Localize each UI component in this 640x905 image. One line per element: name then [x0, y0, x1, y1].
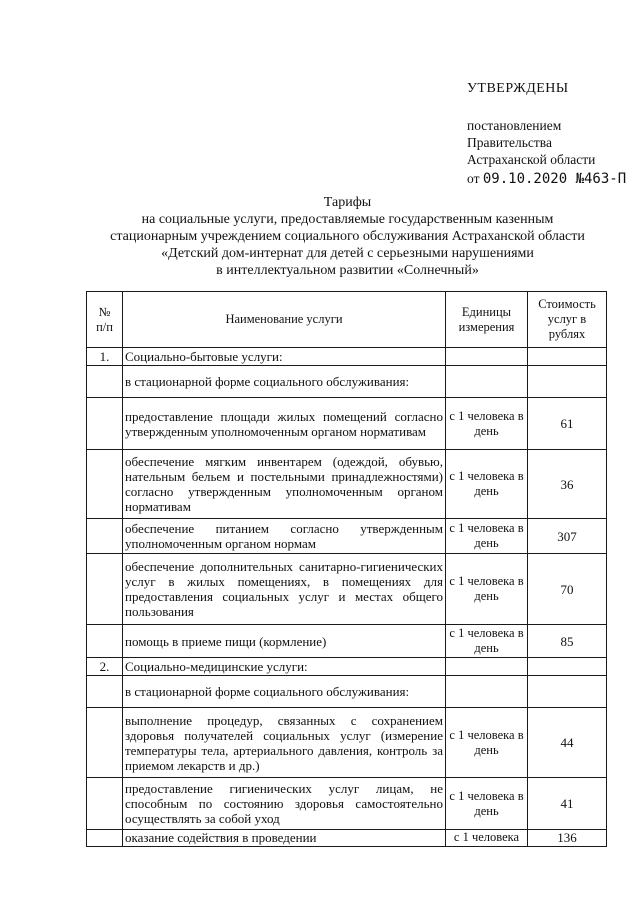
service-name: предоставление площади жилых помещений согласно утвержденным уполномоченным органом нормативам	[123, 398, 446, 450]
title-heading: Тарифы	[323, 195, 372, 210]
unit-cell: с 1 человека в день	[446, 625, 528, 658]
price-cell: 85	[528, 625, 607, 658]
price-cell	[528, 366, 607, 398]
price-cell: 41	[528, 778, 607, 830]
header-unit	[446, 292, 528, 348]
row-number	[87, 830, 123, 847]
approval-date-number: 09.10.2020 №463-П	[482, 171, 627, 187]
unit-cell: с 1 человека	[446, 830, 528, 847]
table-row	[87, 778, 607, 830]
service-name: предоставление гигиенических услуг лицам, не способным по состоянию здоровья самостоятельно осуществлять за собой уход	[123, 778, 446, 830]
table-row	[87, 625, 607, 658]
approval-line: Правительства	[467, 135, 552, 150]
row-number	[87, 676, 123, 708]
table-row	[87, 554, 607, 625]
row-number	[87, 708, 123, 778]
service-name: обеспечение питанием согласно утвержденным уполномоченным органом нормам	[123, 519, 446, 554]
header-name	[123, 292, 446, 348]
section-title: Социально-медицинские услуги:	[123, 658, 446, 676]
unit-cell: с 1 человека в день	[446, 554, 528, 625]
header-num-text: № п/п	[96, 304, 113, 334]
service-name: помощь в приеме пищи (кормление)	[123, 625, 446, 658]
row-number	[87, 519, 123, 554]
table-section-row	[87, 348, 607, 366]
header-price	[528, 292, 607, 348]
price-cell	[528, 676, 607, 708]
price-cell	[528, 348, 607, 366]
row-number: 2.	[87, 658, 123, 676]
row-number	[87, 625, 123, 658]
title-line: «Детский дом-интернат для детей с серьезными нарушениями	[161, 246, 534, 261]
table-row	[87, 676, 607, 708]
approval-stamp: УТВЕРЖДЕНЫ	[467, 81, 569, 96]
approval-date-line	[467, 170, 637, 188]
service-name: выполнение процедур, связанных с сохранением здоровья получателей социальных услуг (измерение температуры тела, артериального давления, контроль за приемом лекарств и др.)	[123, 708, 446, 778]
price-cell: 70	[528, 554, 607, 625]
approval-date-prefix: от	[467, 171, 480, 186]
table-header-row	[87, 292, 607, 348]
unit-cell	[446, 366, 528, 398]
row-number	[87, 778, 123, 830]
table-row	[87, 398, 607, 450]
header-num	[87, 292, 123, 348]
unit-cell: с 1 человека в день	[446, 778, 528, 830]
table-row	[87, 519, 607, 554]
document-title	[85, 194, 610, 279]
approval-line: Астраханской области	[467, 152, 596, 167]
unit-cell	[446, 348, 528, 366]
service-name: обеспечение дополнительных санитарно-гигиенических услуг в жилых помещениях, в помещениях для предоставления социальных услуг и местах общего пользования	[123, 554, 446, 625]
table-row	[87, 830, 607, 847]
title-line: стационарным учреждением социального обслуживания Астраханской области	[110, 229, 585, 244]
header-price-text: Стоимость услуг в рублях	[538, 297, 596, 341]
row-number	[87, 554, 123, 625]
title-line: на социальные услуги, предоставляемые государственным казенным	[141, 212, 554, 227]
header-name-text: Наименование услуги	[225, 312, 343, 326]
row-number	[87, 366, 123, 398]
header-unit-text: Единицы измерения	[458, 304, 515, 334]
service-name: в стационарной форме социального обслуживания:	[123, 366, 446, 398]
table-row	[87, 450, 607, 519]
unit-cell: с 1 человека в день	[446, 519, 528, 554]
unit-cell	[446, 658, 528, 676]
service-name: в стационарной форме социального обслуживания:	[123, 676, 446, 708]
unit-cell: с 1 человека в день	[446, 398, 528, 450]
table-body	[87, 348, 607, 847]
row-number	[87, 450, 123, 519]
title-line: в интеллектуальном развитии «Солнечный»	[216, 263, 479, 278]
price-cell: 61	[528, 398, 607, 450]
table-section-row	[87, 658, 607, 676]
unit-cell: с 1 человека в день	[446, 708, 528, 778]
row-number: 1.	[87, 348, 123, 366]
price-cell: 307	[528, 519, 607, 554]
tariffs-table	[86, 291, 607, 847]
approval-line: постановлением	[467, 118, 562, 133]
price-cell: 136	[528, 830, 607, 847]
price-cell: 44	[528, 708, 607, 778]
price-cell	[528, 658, 607, 676]
table-row	[87, 366, 607, 398]
service-name: оказание содействия в проведении	[123, 830, 446, 847]
price-cell: 36	[528, 450, 607, 519]
service-name: обеспечение мягким инвентарем (одеждой, обувью, нательным бельем и постельными принадлежностями) согласно утвержденным уполномоченным органом нормативам	[123, 450, 446, 519]
approval-block	[467, 80, 637, 188]
section-title: Социально-бытовые услуги:	[123, 348, 446, 366]
table-row	[87, 708, 607, 778]
unit-cell	[446, 676, 528, 708]
unit-cell: с 1 человека в день	[446, 450, 528, 519]
row-number	[87, 398, 123, 450]
